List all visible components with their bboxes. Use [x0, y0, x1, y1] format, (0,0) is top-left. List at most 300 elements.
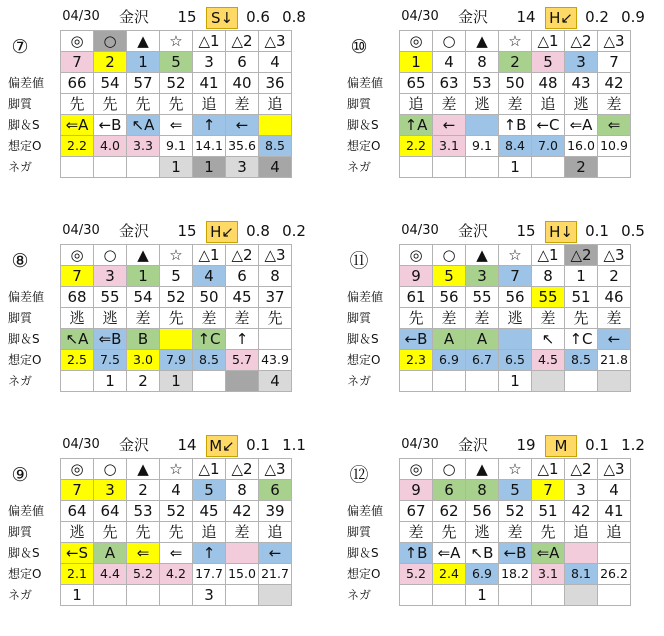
odds-cell: 2.2	[400, 136, 433, 157]
row-label: ネガ	[8, 160, 33, 174]
styles-cell: 差	[433, 308, 466, 329]
styles-cell: 逃	[466, 94, 499, 115]
scores-cell: 61	[400, 287, 433, 308]
nega-cell	[400, 157, 433, 178]
nega-cell	[433, 371, 466, 392]
nega-cell	[565, 371, 598, 392]
odds-cell: 5.7	[226, 350, 259, 371]
marks-cell: △3	[598, 245, 631, 266]
nega-cell: 3	[193, 585, 226, 606]
legs-cell: ↑B	[400, 543, 433, 564]
styles-cell: 追	[193, 94, 226, 115]
horses-cell: 4	[160, 480, 193, 501]
nega-cell	[466, 157, 499, 178]
nega-cell: 1	[94, 371, 127, 392]
nega-cell	[598, 371, 631, 392]
scores-cell: 46	[598, 287, 631, 308]
legs-cell: ←S	[61, 543, 94, 564]
legs-cell: A	[466, 329, 499, 350]
index-value-1: 0.1	[246, 436, 270, 454]
legs-cell: ↖A	[61, 329, 94, 350]
row-label: 想定O	[347, 353, 381, 367]
row-label: 偏差値	[8, 76, 45, 90]
race-number: ⑨	[11, 464, 29, 486]
deviation-row	[4, 501, 292, 522]
row-label: 脚質	[347, 525, 372, 539]
nega-cell	[400, 585, 433, 606]
scores-cell: 57	[127, 73, 160, 94]
track-condition-badge: H↓	[545, 221, 577, 243]
odds-cell: 35.6	[226, 136, 259, 157]
horses-cell: 3	[94, 266, 127, 287]
prediction-table	[4, 244, 292, 392]
scores-cell: 53	[466, 73, 499, 94]
horses-cell: 5	[160, 52, 193, 73]
row-label: 脚質	[347, 97, 372, 111]
horses-cell: 1	[400, 52, 433, 73]
mark-row	[4, 245, 292, 266]
row-label: 脚＆S	[347, 332, 379, 346]
legs-cell: A	[94, 543, 127, 564]
nega-cell: 1	[499, 371, 532, 392]
odds-cell: 2.2	[61, 136, 94, 157]
row-label: 偏差値	[347, 76, 384, 90]
styles-cell: 逃	[94, 308, 127, 329]
odds-cell: 3.0	[127, 350, 160, 371]
legs-cell: ⇐	[598, 115, 631, 136]
negative-row	[4, 585, 292, 606]
race-header	[4, 214, 329, 244]
odds-cell: 7.5	[94, 350, 127, 371]
odds-cell: 2.4	[433, 564, 466, 585]
race-header	[4, 0, 329, 30]
leg-speed-row	[343, 115, 631, 136]
legs-cell: ←	[433, 115, 466, 136]
race-date: 04/30	[401, 437, 439, 452]
horses-cell: 5	[160, 266, 193, 287]
nega-cell	[160, 585, 193, 606]
scores-cell: 42	[226, 501, 259, 522]
marks-cell: ☆	[160, 245, 193, 266]
horses-cell: 7	[532, 480, 565, 501]
horses-cell: 8	[532, 266, 565, 287]
scores-cell: 67	[400, 501, 433, 522]
legs-cell: ↑	[193, 543, 226, 564]
index-value-2: 0.5	[621, 222, 645, 240]
odds-cell: 5.2	[127, 564, 160, 585]
marks-cell: △2	[565, 459, 598, 480]
marks-cell: ○	[433, 459, 466, 480]
scores-cell: 36	[259, 73, 292, 94]
marks-cell: ○	[433, 245, 466, 266]
mark-row	[4, 459, 292, 480]
horse-number-row	[4, 52, 292, 73]
mark-row	[4, 31, 292, 52]
odds-cell: 10.9	[598, 136, 631, 157]
horses-cell: 7	[598, 52, 631, 73]
expected-odds-row	[343, 136, 631, 157]
row-label: 想定O	[347, 567, 381, 581]
styles-cell: 差	[532, 308, 565, 329]
horses-cell: 3	[565, 480, 598, 501]
odds-cell: 8.4	[499, 136, 532, 157]
scores-cell: 50	[193, 287, 226, 308]
marks-cell: ☆	[499, 245, 532, 266]
row-label: ネガ	[347, 160, 372, 174]
running-style-row	[4, 94, 292, 115]
nega-cell	[598, 157, 631, 178]
nega-cell	[598, 585, 631, 606]
scores-cell: 63	[433, 73, 466, 94]
nega-cell	[499, 585, 532, 606]
legs-cell	[259, 329, 292, 350]
row-label: 偏差値	[347, 290, 384, 304]
mark-row	[343, 31, 631, 52]
scores-cell: 64	[61, 501, 94, 522]
horses-cell: 7	[499, 266, 532, 287]
race-panel	[4, 214, 329, 419]
horses-cell: 2	[499, 52, 532, 73]
horses-cell: 2	[94, 52, 127, 73]
marks-cell: ▲	[466, 31, 499, 52]
field-size: 15	[177, 222, 197, 240]
marks-cell: △3	[598, 31, 631, 52]
legs-cell	[160, 329, 193, 350]
marks-cell: △2	[565, 31, 598, 52]
horses-cell: 3	[94, 480, 127, 501]
nega-cell: 4	[259, 371, 292, 392]
race-date: 04/30	[401, 9, 439, 24]
race-panel	[4, 0, 329, 205]
expected-odds-row	[343, 350, 631, 371]
legs-cell: ↑	[226, 329, 259, 350]
nega-cell	[433, 585, 466, 606]
scores-cell: 42	[598, 73, 631, 94]
odds-cell: 26.2	[598, 564, 631, 585]
marks-cell: ◎	[400, 459, 433, 480]
nega-cell	[565, 585, 598, 606]
scores-cell: 41	[193, 73, 226, 94]
scores-cell: 50	[499, 73, 532, 94]
legs-cell: ←C	[532, 115, 565, 136]
nega-cell	[127, 585, 160, 606]
index-value-2: 0.2	[282, 222, 306, 240]
row-label: 脚質	[347, 311, 372, 325]
legs-cell: ←	[226, 115, 259, 136]
horses-cell: 1	[127, 266, 160, 287]
styles-cell: 先	[61, 94, 94, 115]
horses-cell: 1	[127, 52, 160, 73]
nega-cell	[259, 585, 292, 606]
styles-cell: 追	[259, 522, 292, 543]
legs-cell: ⇐B	[94, 329, 127, 350]
scores-cell: 48	[532, 73, 565, 94]
row-label: 脚質	[8, 97, 33, 111]
horses-cell: 5	[532, 52, 565, 73]
track-condition-badge: H↙	[206, 221, 238, 243]
race-number: ⑧	[11, 250, 29, 272]
marks-cell: △2	[226, 459, 259, 480]
legs-cell	[565, 543, 598, 564]
row-label-empty	[4, 480, 61, 501]
scores-cell: 39	[259, 501, 292, 522]
styles-cell: 差	[226, 522, 259, 543]
row-label: 脚質	[8, 525, 33, 539]
nega-cell: 3	[226, 157, 259, 178]
scores-cell: 62	[433, 501, 466, 522]
styles-cell: 差	[466, 308, 499, 329]
scores-cell: 52	[160, 287, 193, 308]
styles-cell: 差	[499, 94, 532, 115]
field-size: 15	[177, 8, 197, 26]
nega-cell	[226, 371, 259, 392]
mark-row	[343, 245, 631, 266]
nega-cell	[127, 157, 160, 178]
legs-cell: ↖A	[127, 115, 160, 136]
nega-cell: 1	[466, 585, 499, 606]
nega-cell	[61, 157, 94, 178]
race-number: ⑦	[11, 36, 29, 58]
styles-cell: 追	[193, 522, 226, 543]
row-label: 想定O	[8, 353, 42, 367]
horses-cell: 6	[259, 480, 292, 501]
styles-cell: 差	[127, 308, 160, 329]
track-condition-badge: H↙	[545, 7, 577, 29]
leg-speed-row	[4, 543, 292, 564]
race-header	[343, 428, 664, 458]
nega-cell	[532, 371, 565, 392]
scores-cell: 55	[466, 287, 499, 308]
horses-cell: 8	[259, 266, 292, 287]
row-label: 脚＆S	[8, 332, 40, 346]
venue-name: 金沢	[457, 222, 488, 240]
odds-cell: 3.1	[532, 564, 565, 585]
expected-odds-row	[4, 350, 292, 371]
running-style-row	[4, 522, 292, 543]
marks-cell: ◎	[400, 245, 433, 266]
nega-cell	[94, 585, 127, 606]
styles-cell: 追	[400, 94, 433, 115]
styles-cell: 逃	[61, 522, 94, 543]
odds-cell: 21.7	[259, 564, 292, 585]
nega-cell	[532, 157, 565, 178]
marks-cell: △1	[532, 459, 565, 480]
legs-cell	[466, 115, 499, 136]
race-header	[343, 0, 664, 30]
legs-cell	[499, 329, 532, 350]
legs-cell	[259, 115, 292, 136]
odds-cell: 5.2	[400, 564, 433, 585]
scores-cell: 54	[127, 287, 160, 308]
row-label-empty	[4, 459, 61, 480]
nega-cell	[193, 371, 226, 392]
scores-cell: 56	[466, 501, 499, 522]
horses-cell: 1	[565, 266, 598, 287]
nega-cell: 1	[499, 157, 532, 178]
race-header	[343, 214, 664, 244]
styles-cell: 先	[160, 522, 193, 543]
venue-name: 金沢	[118, 222, 149, 240]
marks-cell: △1	[532, 245, 565, 266]
nega-cell	[433, 157, 466, 178]
legs-cell: ⇐	[160, 543, 193, 564]
horses-cell: 7	[61, 266, 94, 287]
nega-cell: 1	[160, 157, 193, 178]
horses-cell: 3	[565, 52, 598, 73]
marks-cell: △1	[193, 459, 226, 480]
scores-cell: 37	[259, 287, 292, 308]
marks-cell: △2	[226, 245, 259, 266]
race-date: 04/30	[401, 223, 439, 238]
horses-cell: 7	[61, 52, 94, 73]
scores-cell: 43	[565, 73, 598, 94]
negative-row	[4, 371, 292, 392]
race-date: 04/30	[62, 223, 100, 238]
styles-cell: 差	[226, 308, 259, 329]
legs-cell: ↑C	[193, 329, 226, 350]
styles-cell: 差	[598, 94, 631, 115]
nega-cell: 2	[565, 157, 598, 178]
horses-cell: 9	[400, 266, 433, 287]
running-style-row	[4, 308, 292, 329]
marks-cell: △2	[565, 245, 598, 266]
row-label: ネガ	[8, 588, 33, 602]
row-label-empty	[343, 52, 400, 73]
marks-cell: △3	[259, 459, 292, 480]
nega-cell	[532, 585, 565, 606]
odds-cell: 4.5	[532, 350, 565, 371]
index-value-1: 0.1	[585, 222, 609, 240]
field-size: 19	[516, 436, 536, 454]
nega-cell: 1	[160, 371, 193, 392]
track-condition-badge: S↓	[206, 7, 238, 29]
legs-cell: ←B	[94, 115, 127, 136]
styles-cell: 逃	[499, 308, 532, 329]
styles-cell: 追	[532, 94, 565, 115]
scores-cell: 52	[499, 501, 532, 522]
styles-cell: 先	[565, 308, 598, 329]
nega-cell	[61, 371, 94, 392]
mark-row	[343, 459, 631, 480]
horses-cell: 9	[400, 480, 433, 501]
row-label: 脚＆S	[347, 118, 379, 132]
horses-cell: 2	[127, 480, 160, 501]
deviation-row	[4, 73, 292, 94]
styles-cell: 先	[532, 522, 565, 543]
horses-cell: 5	[433, 266, 466, 287]
row-label-empty	[343, 266, 400, 287]
styles-cell: 先	[160, 94, 193, 115]
marks-cell: ▲	[466, 245, 499, 266]
row-label: 脚＆S	[8, 118, 40, 132]
marks-cell: △3	[259, 31, 292, 52]
leg-speed-row	[343, 329, 631, 350]
prediction-table	[343, 244, 631, 392]
horses-cell: 8	[226, 480, 259, 501]
scores-cell: 51	[532, 501, 565, 522]
index-value-2: 1.1	[282, 436, 306, 454]
horse-number-row	[343, 52, 631, 73]
styles-cell: 先	[433, 522, 466, 543]
leg-speed-row	[4, 115, 292, 136]
scores-cell: 52	[160, 501, 193, 522]
nega-cell	[94, 157, 127, 178]
odds-cell: 6.9	[466, 564, 499, 585]
legs-cell: ↑A	[400, 115, 433, 136]
running-style-row	[343, 94, 631, 115]
odds-cell: 8.5	[259, 136, 292, 157]
odds-cell: 21.8	[598, 350, 631, 371]
scores-cell: 42	[565, 501, 598, 522]
odds-cell: 17.7	[193, 564, 226, 585]
negative-row	[343, 585, 631, 606]
styles-cell: 逃	[565, 94, 598, 115]
marks-cell: ▲	[127, 245, 160, 266]
nega-cell: 1	[61, 585, 94, 606]
marks-cell: △3	[598, 459, 631, 480]
odds-cell: 15.0	[226, 564, 259, 585]
odds-cell: 6.5	[499, 350, 532, 371]
marks-cell: △1	[193, 245, 226, 266]
row-label: 脚＆S	[8, 546, 40, 560]
scores-cell: 55	[94, 287, 127, 308]
styles-cell: 差	[193, 308, 226, 329]
race-panel	[343, 0, 664, 205]
scores-cell: 51	[565, 287, 598, 308]
track-condition-badge: M↙	[206, 435, 238, 457]
horse-number-row	[343, 266, 631, 287]
race-number: ⑪	[349, 250, 369, 272]
nega-cell	[466, 371, 499, 392]
deviation-row	[343, 73, 631, 94]
odds-cell: 9.1	[466, 136, 499, 157]
horses-cell: 6	[226, 52, 259, 73]
race-panel	[343, 214, 664, 419]
scores-cell: 52	[160, 73, 193, 94]
marks-cell: ◎	[61, 245, 94, 266]
horses-cell: 3	[466, 266, 499, 287]
horses-cell: 6	[433, 480, 466, 501]
nega-cell	[400, 371, 433, 392]
race-number: ⑩	[350, 36, 368, 58]
index-value-2: 1.2	[621, 436, 645, 454]
row-label-empty	[4, 245, 61, 266]
scores-cell: 68	[61, 287, 94, 308]
nega-cell: 1	[193, 157, 226, 178]
styles-cell: 逃	[466, 522, 499, 543]
legs-cell: ⇐A	[433, 543, 466, 564]
row-label: ネガ	[347, 374, 372, 388]
horse-number-row	[4, 266, 292, 287]
odds-cell: 18.2	[499, 564, 532, 585]
odds-cell: 3.3	[127, 136, 160, 157]
odds-cell: 8.5	[193, 350, 226, 371]
negative-row	[4, 157, 292, 178]
row-label: 偏差値	[8, 504, 45, 518]
styles-cell: 差	[226, 94, 259, 115]
styles-cell: 差	[499, 522, 532, 543]
deviation-row	[343, 287, 631, 308]
marks-cell: ▲	[127, 459, 160, 480]
scores-cell: 40	[226, 73, 259, 94]
odds-cell: 7.9	[160, 350, 193, 371]
scores-cell: 53	[127, 501, 160, 522]
odds-cell: 7.0	[532, 136, 565, 157]
odds-cell: 2.1	[61, 564, 94, 585]
marks-cell: ○	[94, 31, 127, 52]
field-size: 14	[516, 8, 536, 26]
nega-cell	[226, 585, 259, 606]
